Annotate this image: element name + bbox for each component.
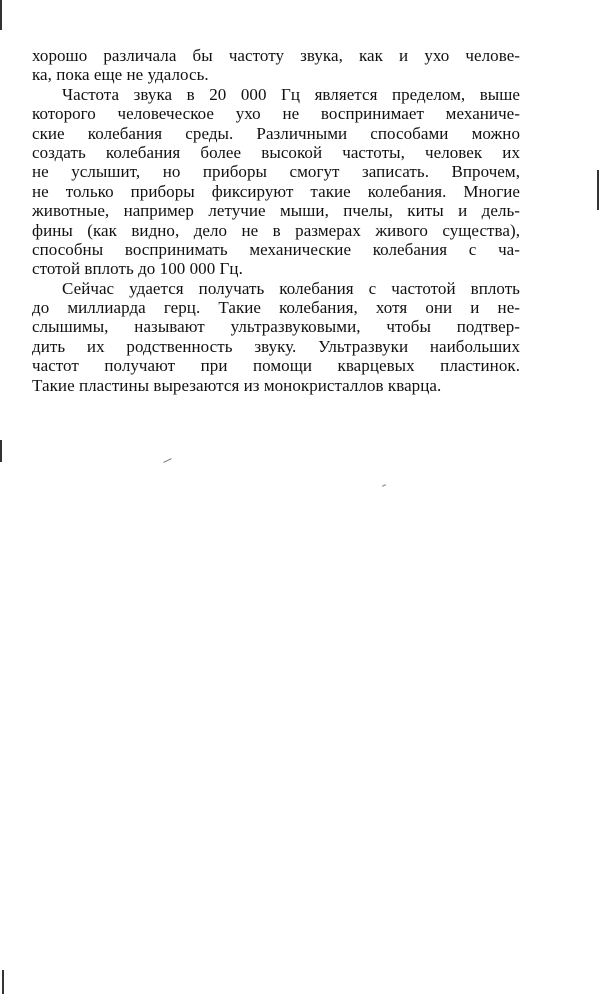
paragraph-2 bbox=[32, 85, 520, 279]
left-edge-mark bbox=[0, 0, 2, 30]
text-line: которого человеческое ухо не воспринимает механиче- bbox=[32, 104, 520, 124]
text-line: не только приборы фиксируют такие колебания. Многие bbox=[32, 181, 520, 201]
left-edge-mark-lower bbox=[0, 440, 2, 462]
paragraph-1 bbox=[32, 46, 520, 85]
left-edge-mark-bottom bbox=[2, 970, 4, 994]
text-line: до миллиарда герц. Такие колебания, хотя они и не- bbox=[32, 298, 520, 318]
paragraph-3 bbox=[32, 279, 520, 395]
text-line: не услышит, но приборы смогут записать. Впрочем, bbox=[32, 162, 520, 182]
text-line: стотой вплоть до 100 000 Гц. bbox=[32, 259, 243, 279]
text-line: животные, например летучие мыши, пчелы, киты и дель- bbox=[32, 201, 520, 221]
text-line: дить их родственность звуку. Ультразвуки наибольших bbox=[32, 336, 520, 356]
scan-speck bbox=[163, 458, 172, 463]
text-line: способны воспринимать механические колебания с ча- bbox=[32, 239, 520, 259]
text-line: фины (как видно, дело не в размерах живого существа), bbox=[32, 220, 520, 240]
text-line: слышимы, называют ультразвуковыми, чтобы подтвер- bbox=[32, 317, 520, 337]
text-line: ские колебания среды. Различными способами можно bbox=[32, 123, 520, 143]
text-line: Частота звука в 20 000 Гц является пределом, выше bbox=[62, 84, 520, 104]
scan-speck-2 bbox=[382, 484, 386, 487]
text-line: Такие пластины вырезаются из монокристаллов кварца. bbox=[32, 375, 442, 395]
text-line: создать колебания более высокой частоты, человек их bbox=[32, 142, 520, 162]
text-line: Сейчас удается получать колебания с частотой вплоть bbox=[62, 278, 520, 298]
text-line: хорошо различала бы частоту звука, как и ухо челове- bbox=[32, 46, 520, 65]
right-edge-mark bbox=[597, 170, 599, 210]
text-line: частот получают при помощи кварцевых пластинок. bbox=[32, 356, 520, 376]
text-line: ка, пока еще не удалось. bbox=[32, 65, 209, 85]
body-text bbox=[32, 46, 520, 395]
